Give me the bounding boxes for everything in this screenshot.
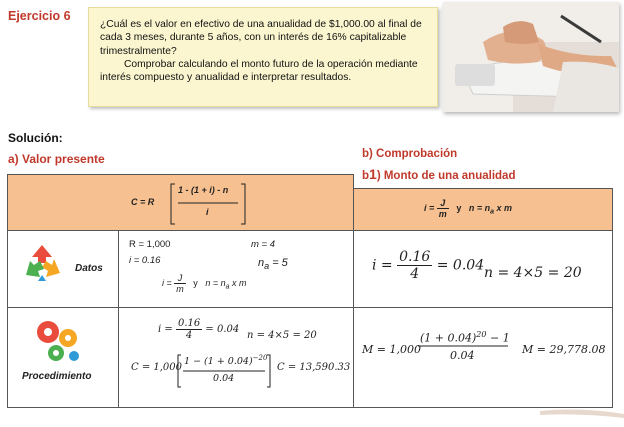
proc-i: i = $\frac{0.16}{4}$ = 0.04 <box>158 318 240 341</box>
procedimiento-row <box>8 308 353 407</box>
datos-na: $n_a = 5$ <box>258 257 288 272</box>
present-value-table <box>7 174 354 408</box>
formula-denominator: i <box>206 207 209 217</box>
part-b1-heading: b1) Monto de una anualidad <box>362 166 516 182</box>
bottom-decoration <box>0 408 624 427</box>
question-box <box>88 7 438 107</box>
gears-icon <box>34 318 84 364</box>
future-m-num: $(1 + 0.04)^{20} - 1$ <box>420 330 510 345</box>
proc-c-lhs: C = 1,000 <box>131 362 183 373</box>
datos-m: m = 4 <box>251 239 276 250</box>
instruction-text: Comprobar calculando el monto futuro de la operación mediante interés compuesto y anualidad e interpretar resultados. <box>100 58 418 84</box>
future-formula-header <box>354 189 612 231</box>
procedimiento-label: Procedimiento <box>22 371 92 382</box>
datos-label: Datos <box>75 263 103 274</box>
future-m-lhs: M = 1,000 <box>362 343 421 356</box>
datos-r: R = 1,000 <box>129 239 171 250</box>
exercise-title: Ejercicio 6 <box>8 9 71 23</box>
future-n: n = 4×5 = 20 <box>484 265 582 281</box>
proc-c-num: $1 - (1 + 0.04)^{-20}$ <box>184 354 268 368</box>
future-i: i = $\frac{0.16}{4}$ = 0.04 <box>372 249 485 282</box>
datos-row <box>8 231 353 308</box>
formula-header <box>8 175 353 231</box>
part-b-heading: b) Comprobación <box>362 148 458 160</box>
hand-writing-photo <box>443 2 619 112</box>
future-m-den: 0.04 <box>450 349 475 362</box>
recycle-arrows-icon <box>22 243 62 283</box>
solution-heading: Solución: <box>8 131 63 145</box>
proc-n: n = 4×5 = 20 <box>247 330 317 341</box>
part-a-heading: a) Valor presente <box>8 152 105 166</box>
future-m-result: M = 29,778.08 <box>522 343 606 356</box>
future-head-defs: i = $\frac{J}{m}$ y $n = n_a$ x m <box>424 198 513 219</box>
datos-i-def: i = $\frac{J}{m}$ y $n = n_a$ x m <box>162 273 247 294</box>
future-value-table <box>354 188 613 408</box>
formula-lhs: C = R <box>131 197 155 207</box>
datos-i: i = 0.16 <box>129 255 161 266</box>
future-proc-row <box>354 308 612 407</box>
formula-numerator: 1 - (1 + i) - n <box>178 185 229 195</box>
proc-c-result: C = 13,590.33 <box>277 362 351 373</box>
future-datos-row <box>354 231 612 308</box>
proc-c-den: 0.04 <box>213 373 235 384</box>
question-text: ¿Cuál es el valor en efectivo de una anualidad de $1,000.00 al final de cada 3 meses, durante 5 años, con un interés de 16% capitalizable trimestralmente? <box>100 19 422 57</box>
